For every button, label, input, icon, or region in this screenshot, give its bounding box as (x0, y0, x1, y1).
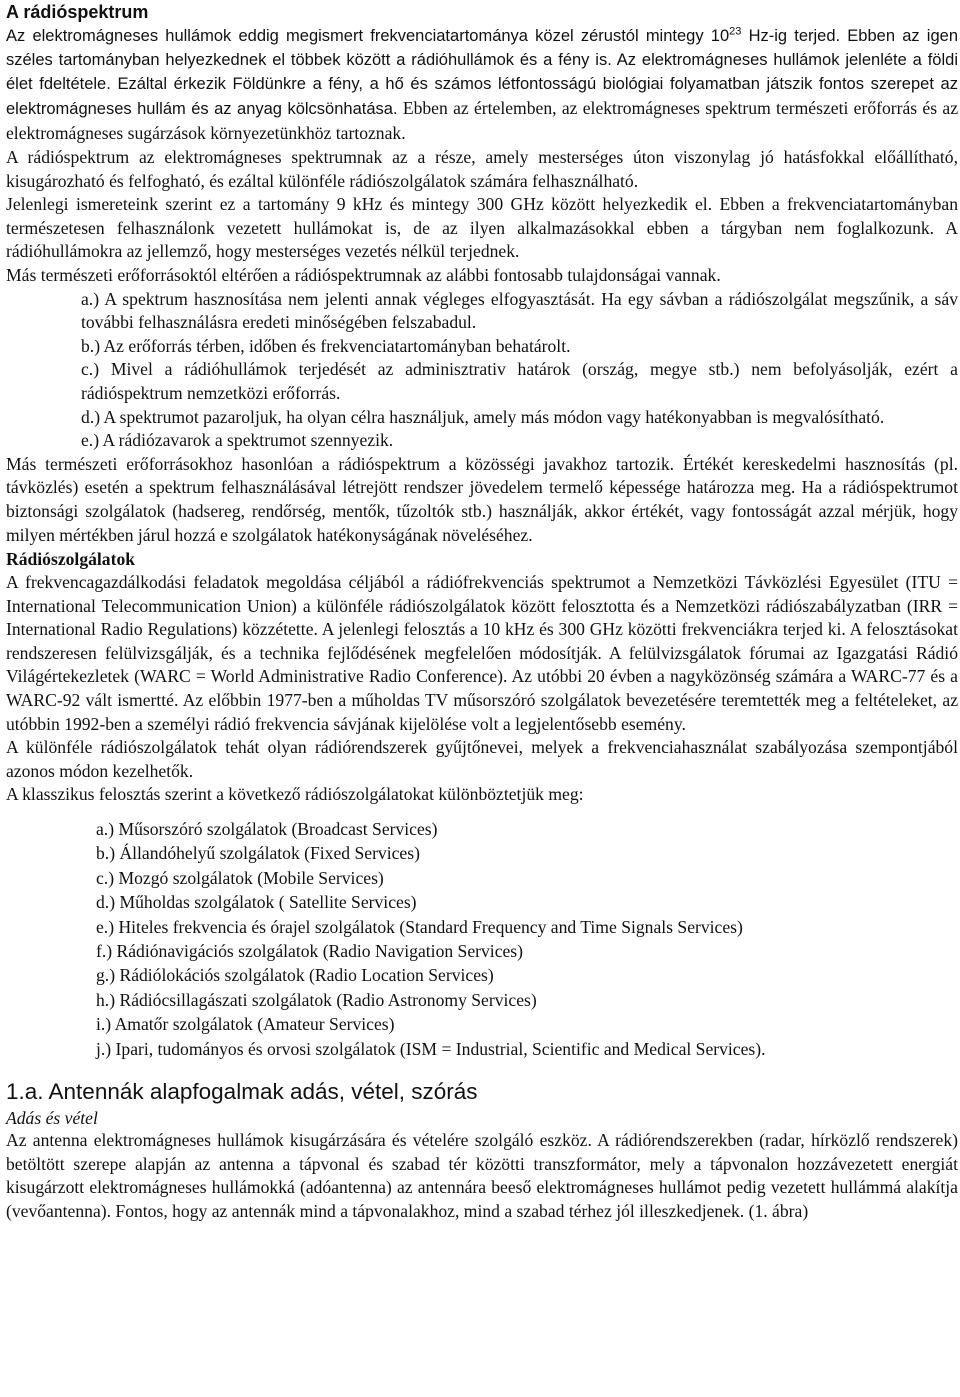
paragraph-classification-intro: A klasszikus felosztás szerint a következő rádiószolgálatokat különböztetjük meg: (6, 784, 584, 805)
section-title-radio-spectrum: A rádióspektrum (6, 2, 149, 22)
list-item: i.) Amatőr szolgálatok (Amateur Services) (96, 1014, 395, 1035)
list-item: f.) Rádiónavigációs szolgálatok (Radio Navigation Services) (96, 941, 524, 962)
services-list (6, 817, 958, 1061)
intro-text: Az elektromágneses hullámok eddig megismert frekvenciatartománya közel zérustól mintegy 10 (6, 27, 730, 45)
paragraph-properties-intro: Más természeti erőforrásoktól eltérően a rádióspektrumnak az alábbi fontosabb tulajdonságai vannak. (6, 264, 721, 285)
list-item: b.) Az erőforrás térben, időben és frekvenciatartományban behatárolt. (81, 335, 571, 356)
exponent: 23 (729, 25, 742, 38)
document-page (6, 0, 958, 1223)
paragraph-antenna-definition: Az antenna elektromágneses hullámok kisugárzására és vételére szolgáló eszköz. A rádiórendszerekben (radar, hírközlő rendszerek) betöltött szerepe alapján az antenna a tápvonal és szabad tér közötti transzformátor, mely a tápvonalon hozzávezetett energiát kisugárzott elektromágneses hullámokká (adóantenna) az antennára beeső elektromágneses hullámot pedig vezetett hullámmá alakítja (vevőantenna). Fontos, hogy az antennák mind a tápvonalakhoz, mind a szabad térhez jól illeszkedjenek. (1. ábra) (6, 1130, 958, 1221)
list-item: e.) Hiteles frekvencia és órajel szolgálatok (Standard Frequency and Time Signals Services) (96, 916, 743, 937)
list-item: a.) Műsorszóró szolgálatok (Broadcast Services) (96, 819, 438, 840)
list-item: g.) Rádiólokációs szolgálatok (Radio Location Services) (96, 965, 494, 986)
section-title-radio-services: Rádiószolgálatok (6, 549, 136, 570)
list-item: j.) Ipari, tudományos és orvosi szolgálatok (ISM = Industrial, Scientific and Medical Services). (96, 1038, 766, 1059)
paragraph-range: Jelenlegi ismereteink szerint ez a tartomány 9 kHz és mintegy 300 GHz között helyezkedik el. Ebben a frekvenciatartományban természetesen felhasználonk vezetett hullámokat is, de az ilyen alkalmazásokkal ebben a tárgyban nem foglalkozunk. A rádióhullámokra az jellemző, hogy mesterséges vezetés nélkül terjednek. (6, 194, 958, 262)
intro-text-serif: Ebben az értelemben, az elektromágneses spektrum természeti erőforrás és az elektromágneses sugárzások környezetünkhöz tartoznak. (6, 98, 959, 143)
intro-paragraph (6, 24, 958, 146)
list-item: c.) Mivel a rádióhullámok terjedését az adminisztrativ határok (ország, megye stb.) nem befolyásolják, ezért a rádióspektrum nemzetközi erőforrás. (81, 359, 958, 403)
paragraph-public-goods: Más természeti erőforrásokhoz hasonlóan a rádióspektrum a közösségi javakhoz tartozik. Értékét kereskedelmi hasznosítás (pl. távközlés) esetén a spektrum felhasználásával létrejött rendszer jövedelem termelő képessége határozza meg. Ha a rádióspektrumot biztonsági szolgálatok (hadsereg, rendőrség, mentők, tűzoltók stb.) használják, akkor értékét, vagy fontosságát azzal mérjük, hogy milyen mértékben járul hozzá e szolgálatok hatékonyságának növeléséhez. (6, 453, 958, 545)
list-item: d.) Műholdas szolgálatok ( Satellite Services) (96, 892, 417, 913)
paragraph-radio-systems: A különféle rádiószolgálatok tehát olyan rádiórendszerek gyűjtőnevei, melyek a frekvenciahasználat szabályozása szempontjából azonos módon kezelhetők. (6, 737, 958, 781)
list-item: b.) Állandóhelyű szolgálatok (Fixed Services) (96, 843, 420, 864)
intro-text-cont: Hz-ig terjed. Ebben az igen széles tartományban helyezkednek el többek között a rádióhullámok és a fény is. Az elektromágneses hullámok jelenléte a földi élet fdeltétele. Ezáltal érkezik Földünkre a fény, a hő és számos létfontosságú biológiai folyamatban játszik fontos szerepet az elektromágneses hullám és az anyag kölcsönhatása. (6, 27, 958, 118)
list-item: c.) Mozgó szolgálatok (Mobile Services) (96, 867, 384, 888)
list-item: e.) A rádiózavarok a spektrumot szennyezik. (81, 430, 394, 451)
paragraph-definition: A rádióspektrum az elektromágneses spektrumnak az a része, amely mesterséges úton viszonylag jó hatásfokkal előállítható, kisugározható és felfogható, és ezáltal különféle rádiószolgálatok számára felhasználható. (6, 147, 958, 191)
section-title-antennas: 1.a. Antennák alapfogalmak adás, vétel, szórás (6, 1079, 478, 1105)
list-item: d.) A spektrumot pazaroljuk, ha olyan célra használjuk, amely más módon vagy hatékonyabban is megvalósítható. (81, 406, 885, 427)
subsection-title-transmit-receive: Adás és vétel (6, 1108, 98, 1129)
list-item: h.) Rádiócsillagászati szolgálatok (Radio Astronomy Services) (96, 989, 537, 1010)
paragraph-itu: A frekvencagazdálkodási feladatok megoldása céljából a rádiófrekvenciás spektrumot a Nemzetközi Távközlési Egyesület (ITU = International Telecommunication Union) a különféle rádiószolgálatok között felosztotta és a Nemzetközi rádiószabályzatban (IRR = International Radio Regulations) közzétette. A jelenlegi felosztás a 10 kHz és 300 GHz közötti frekvenciákra terjed ki. A felosztásokat rendszeresen felülvizsgálják, és a technika fejlődésének megfelelően módosítják. A felülvizsgálatok fórumai az Igazgatási Rádió Világértekezletek (WARC = World Administrative Radio Conference). Az utóbbi 20 évben a nagyközönség számára a WARC-77 és a WARC-92 vált ismertté. Az előbbin 1977-ben a műholdas TV műsorszóró szolgálatok bevezetésére teremtették meg a feltételeket, az utóbbin 1992-ben a személyi rádió frekvencia sávjának kijelölése volt a legjelentősebb esemény. (6, 572, 958, 734)
list-item: a.) A spektrum hasznosítása nem jelenti annak végleges elfogyasztását. Ha egy sávban a rádiószolgálat megszűnik, a sáv további felhasználásra eredeti minőségében felszabadul. (81, 288, 958, 333)
properties-list (6, 288, 958, 453)
